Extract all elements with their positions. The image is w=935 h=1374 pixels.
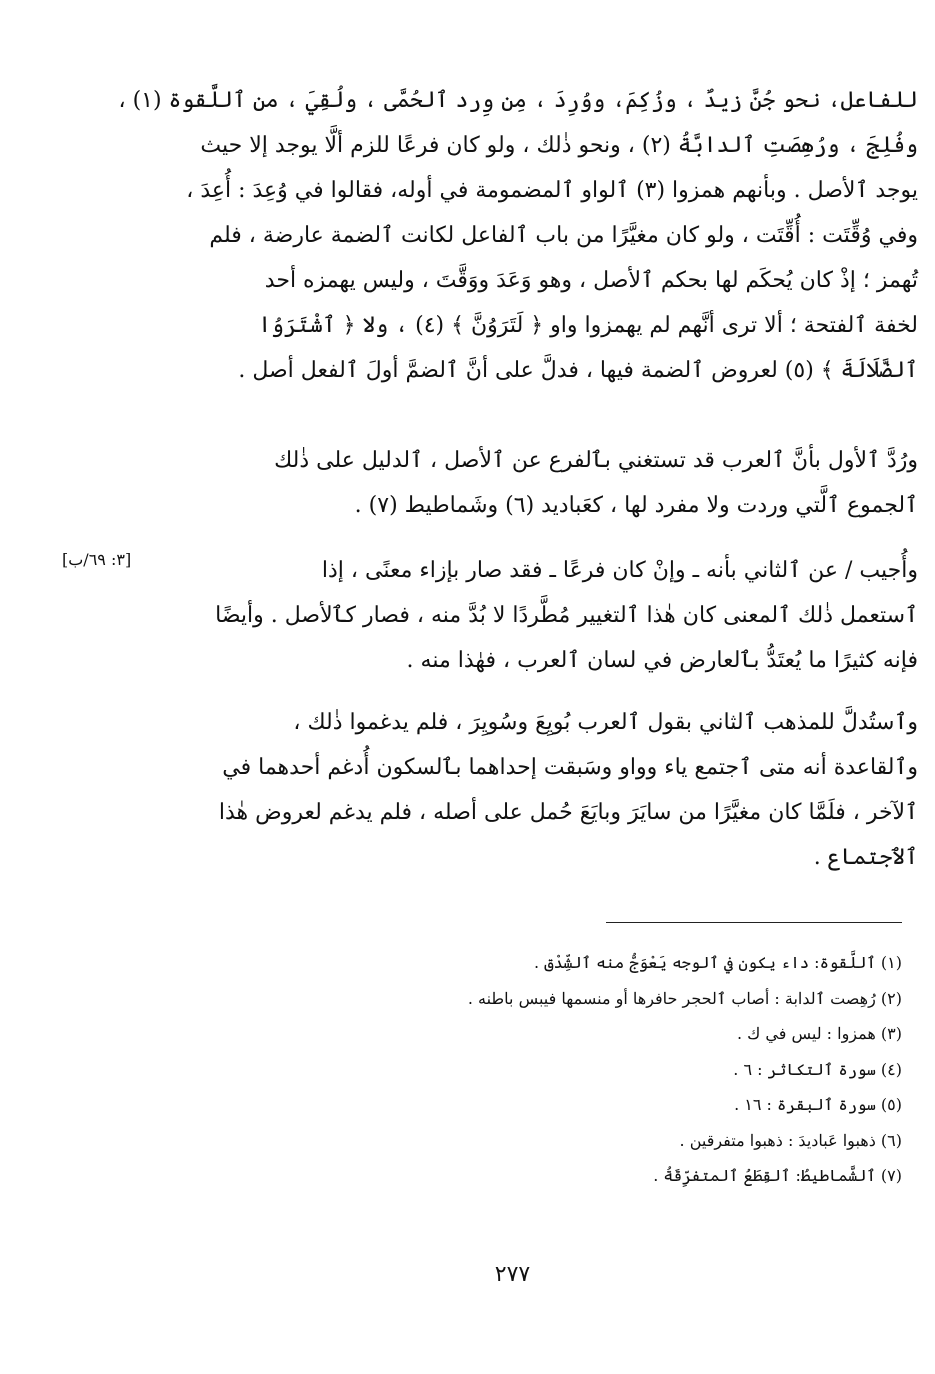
text-line: للفاعل، نحو جُنَّ زيدٌ ، وزُكِمَ، ووُرِدَ ، مِن وِرد ٱلحُمَّى ، ولُقِيَ ، من ٱللَّقوة (١) ،	[118, 88, 918, 113]
footnote-1: (١) ٱللَّقوة: داء يكون في ٱلوجه يَعْوَجُّ منه ٱلشِّدْق .	[534, 953, 902, 972]
paragraph-2	[200, 438, 918, 528]
text-line: ٱلجموع ٱلَّتي وردت ولا مفرد لها ، كعَباديد (٦) وشَماطيط (٧) .	[354, 493, 918, 518]
footnote-7: (٧) ٱلشَّماطيطُ: ٱلقِطَعُ ٱلمتفرِّقَةُ .	[653, 1166, 902, 1185]
text-line: فإنه كثيرًا ما يُعتَدُّ بٱلعارض في لسان ٱلعرب ، فهٰذا منه .	[406, 648, 918, 673]
footnote-2: (٢) رُهِصت ٱلدابة : أصاب ٱلحجر حافرها أو منسمها فيبس باطنه .	[467, 988, 902, 1008]
footnote-4: (٤) سورة ٱلتكاثر : ٦ .	[733, 1059, 902, 1079]
paragraph-3	[200, 548, 918, 683]
footnote-5: (٥) سورة ٱلبقرة : ١٦ .	[734, 1095, 902, 1114]
text-line: ٱستعمل ذٰلك ٱلمعنى كان هٰذا ٱلتغيير مُطَّردًا لا بُدَّ منه ، فصار كٱلأصل . وأيضًا	[215, 603, 918, 628]
text-line: وأُجيب / عن ٱلثاني بأنه ـ وإنْ كان فرعًا ـ فقد صار بإزاء معنًى ، إذا	[321, 558, 918, 583]
manuscript-folio-note: [٣: ٦٩/ب]	[62, 550, 132, 569]
text-line: ٱلٱجتماع .	[813, 845, 918, 870]
page-number: ٢٧٧	[494, 1262, 531, 1287]
text-line: يوجد ٱلأصل . وبأنهم همزوا (٣) ٱلواو ٱلمضمومة في أوله، فقالوا في وُعِدَ : أُعِدَ ،	[186, 178, 918, 203]
text-line: تُهمز ؛ إذْ كان يُحكَم لها بحكم ٱلأصل ، وهو وَعَدَ ووَقَّتَ ، وليس يهمزه أحد	[264, 268, 918, 293]
text-line: وفي وُقِّتَت : أُقِّتَت ، ولو كان مغيَّرًا من باب ٱلفاعل لكانت ٱلضمة عارضة ، فلم	[209, 223, 918, 248]
footnotes	[300, 945, 902, 1194]
text-line: وٱستُدلَّ للمذهب ٱلثاني بقول ٱلعرب بُويِعَ وسُويِرَ ، فلم يدغموا ذٰلك ،	[293, 710, 918, 735]
paragraph-4	[200, 700, 918, 880]
footnote-3: (٣) همزوا : ليس في ك .	[736, 1024, 902, 1043]
footnote-6: (٦) ذهبوا عَباديدَ : ذهبوا متفرقين .	[679, 1130, 902, 1150]
text-line: وٱلقاعدة أنه متى ٱجتمع ياء وواو وسَبقت إحداهما بٱلسكون أُدغم أحدهما في	[222, 755, 918, 780]
paragraph-1	[118, 78, 918, 393]
text-line: وفُلِجَ ، ورُهِصَتِ ٱلدابَّةُ (٢) ، ونحو ذٰلك ، ولو كان فرعًا للزم ألَّا يوجد إلا حيث	[200, 133, 918, 158]
text-line: ٱلآخر ، فلَمَّا كان مغيَّرًا من سايَرَ وبايَعَ حُمل على أصله ، فلم يدغم لعروض هٰذا	[218, 800, 918, 825]
text-line: ورُدَّ ٱلأول بأنَّ ٱلعرب قد تستغني بٱلفرع عن ٱلأصل ، ٱلدليل على ذٰلك	[274, 448, 918, 473]
text-line: لخفة ٱلفتحة ؛ ألا ترى أنَّهم لم يهمزوا واو ﴿ لَتَرَوُنَّ ﴾ (٤) ، ولا ﴿ ٱشْتَرَوُا	[258, 313, 918, 338]
text-line: ٱلضَّلَالَةَ ﴾ (٥) لعروض ٱلضمة فيها ، فدلَّ على أنَّ ٱلضمَّ أولَ ٱلفعل أصل .	[238, 358, 918, 383]
footnote-separator	[606, 922, 902, 923]
